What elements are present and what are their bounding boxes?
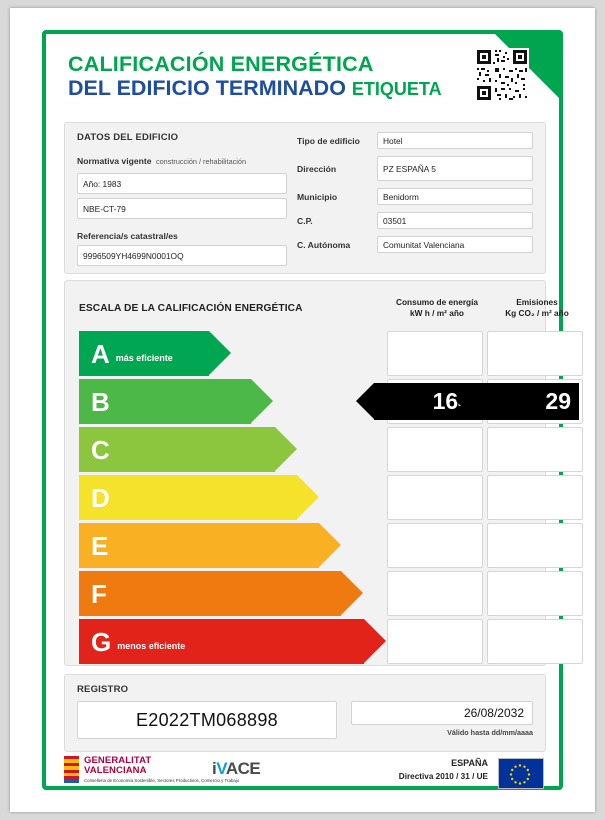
- consumo-header-line1: Consumo de energía: [395, 297, 479, 307]
- ivace-part-2: V: [216, 759, 226, 778]
- value-comunidad-autonoma[interactable]: Comunitat Valenciana: [377, 236, 533, 253]
- anio-field[interactable]: Año: 1983: [77, 173, 287, 194]
- registro-panel: [64, 674, 546, 752]
- registro-title: REGISTRO: [77, 684, 129, 695]
- rating-bar-row: [79, 619, 379, 664]
- normativa-sublabel: construcción / rehabilitación: [155, 157, 247, 166]
- cell-emisiones-d: [487, 475, 583, 520]
- title-badge: ETIQUETA: [351, 79, 442, 100]
- scale-title: ESCALA DE LA CALIFICACIÓN ENERGÉTICA: [79, 303, 303, 314]
- least-efficient-note: menos eficiente: [117, 640, 186, 651]
- building-section-title: DATOS DEL EDIFICIO: [77, 132, 179, 143]
- value-cell-row: [387, 379, 583, 424]
- energy-certificate: [42, 30, 571, 790]
- rating-bar-arrow: [297, 475, 319, 519]
- rating-bar-a: [79, 331, 209, 376]
- label-direccion: Dirección: [297, 163, 337, 174]
- ivace-logo: [212, 759, 260, 779]
- value-direccion[interactable]: PZ ESPAÑA 5: [377, 156, 533, 181]
- cell-emisiones-a: [487, 331, 583, 376]
- value-cell-row: [387, 523, 583, 568]
- cell-consumo-c: [387, 427, 483, 472]
- normativa-field[interactable]: NBE-CT-79: [77, 198, 287, 219]
- value-cp[interactable]: 03501: [377, 212, 533, 229]
- rating-bar-row: [79, 331, 379, 376]
- registro-date-note: Válido hasta dd/mm/aaaa: [447, 728, 533, 737]
- value-cell-row: [387, 619, 583, 664]
- column-header-emisiones: [489, 297, 585, 319]
- normativa-label: Normativa vigente: [77, 156, 152, 166]
- ivace-part-1: i: [212, 759, 217, 778]
- cell-emisiones-c: [487, 427, 583, 472]
- rating-bar-b: [79, 379, 251, 424]
- emisiones-header-line2: Kg CO₂ / m² año: [505, 308, 569, 319]
- cell-emisiones-f: [487, 571, 583, 616]
- rating-bar-arrow: [364, 619, 386, 663]
- rating-bar-d: [79, 475, 297, 520]
- field-row-direccion: [297, 156, 533, 181]
- registro-date-field[interactable]: 26/08/2032: [351, 701, 533, 725]
- rating-bar-row: [79, 379, 379, 424]
- rating-bar-arrow: [319, 523, 341, 567]
- rating-letter-a: A: [91, 338, 110, 369]
- value-tipo-edificio[interactable]: Hotel: [377, 132, 533, 149]
- consumo-value-tag: 164: [374, 383, 479, 420]
- eu-flag-icon: [498, 758, 544, 789]
- rating-bar-arrow: [275, 427, 297, 471]
- espana-label: ESPAÑA: [451, 758, 488, 768]
- rating-letter-f: F: [91, 578, 107, 609]
- generalitat-line2: VALENCIANA: [84, 764, 147, 776]
- certificate-footer: [64, 756, 544, 790]
- building-left-column: [77, 132, 287, 266]
- label-cp: C.P.: [297, 215, 313, 226]
- cell-consumo-a: [387, 331, 483, 376]
- generalitat-subtitle: Conselleria de Economía Sostenible, Sectores Productivos, Comercio y Trabajo: [84, 777, 240, 783]
- rating-letter-e: E: [91, 530, 109, 561]
- cell-emisiones-b: [487, 379, 583, 424]
- rating-bar-arrow: [209, 331, 231, 375]
- certificate-header: [68, 52, 468, 100]
- building-right-column: [297, 132, 533, 260]
- cell-consumo-d: [387, 475, 483, 520]
- rating-bar-arrow: [341, 571, 363, 615]
- field-row-tipo-edificio: [297, 132, 533, 149]
- building-data-panel: [64, 122, 546, 274]
- rating-bar-row: [79, 523, 379, 568]
- rating-letter-g: G: [91, 626, 112, 657]
- ivace-part-3: ACE: [225, 759, 261, 778]
- qr-code-icon: [475, 48, 529, 102]
- rating-letter-c: C: [91, 434, 110, 465]
- emisiones-header-line1: Emisiones: [516, 297, 558, 307]
- cell-emisiones-e: [487, 523, 583, 568]
- document-page: [10, 8, 595, 812]
- cell-emisiones-g: [487, 619, 583, 664]
- registro-code-field[interactable]: E2022TM068898: [77, 701, 337, 739]
- value-cell-row: [387, 331, 583, 376]
- cell-consumo-g: [387, 619, 483, 664]
- field-row-cp: [297, 212, 533, 229]
- emisiones-value-tag: 29: [474, 383, 579, 420]
- consumo-header-line2: kW h / m² año: [410, 308, 464, 319]
- rating-bar-arrow: [251, 379, 273, 423]
- rating-value-cells: [387, 331, 583, 667]
- title-line-1: CALIFICACIÓN ENERGÉTICA: [68, 52, 374, 76]
- generalitat-line1: GENERALITAT: [84, 755, 152, 766]
- rating-bar-g: [79, 619, 364, 664]
- referencia-label: Referencia/s catastral/es: [77, 231, 178, 241]
- field-row-municipio: [297, 188, 533, 205]
- value-cell-row: [387, 475, 583, 520]
- rating-letter-b: B: [91, 386, 110, 417]
- value-cell-row: [387, 427, 583, 472]
- energy-scale-panel: [64, 280, 571, 666]
- cell-consumo-e: [387, 523, 483, 568]
- value-municipio[interactable]: Benidorm: [377, 188, 533, 205]
- rating-bar-row: [79, 475, 379, 520]
- rating-bar-c: [79, 427, 275, 472]
- espana-block: [399, 758, 488, 781]
- cell-consumo-f: [387, 571, 483, 616]
- field-row-comunidad-autonoma: [297, 236, 533, 253]
- value-cell-row: [387, 571, 583, 616]
- label-comunidad-autonoma: C. Autónoma: [297, 239, 351, 250]
- label-tipo-edificio: Tipo de edificio: [297, 135, 360, 146]
- label-municipio: Municipio: [297, 191, 338, 202]
- rating-bar-row: [79, 571, 379, 616]
- most-efficient-note: más eficiente: [115, 352, 173, 363]
- rating-bar-row: [79, 427, 379, 472]
- rating-bar-f: [79, 571, 341, 616]
- referencia-catastral-field[interactable]: 9996509YH4699N0001OQ: [77, 245, 287, 266]
- rating-bar-e: [79, 523, 319, 568]
- column-header-consumo: [387, 297, 487, 319]
- title-line-2: DEL EDIFICIO TERMINADO: [68, 76, 346, 101]
- directiva-label: Directiva 2010 / 31 / UE: [398, 772, 488, 781]
- rating-bars: [79, 331, 379, 667]
- rating-letter-d: D: [91, 482, 110, 513]
- senyera-icon: [64, 756, 79, 783]
